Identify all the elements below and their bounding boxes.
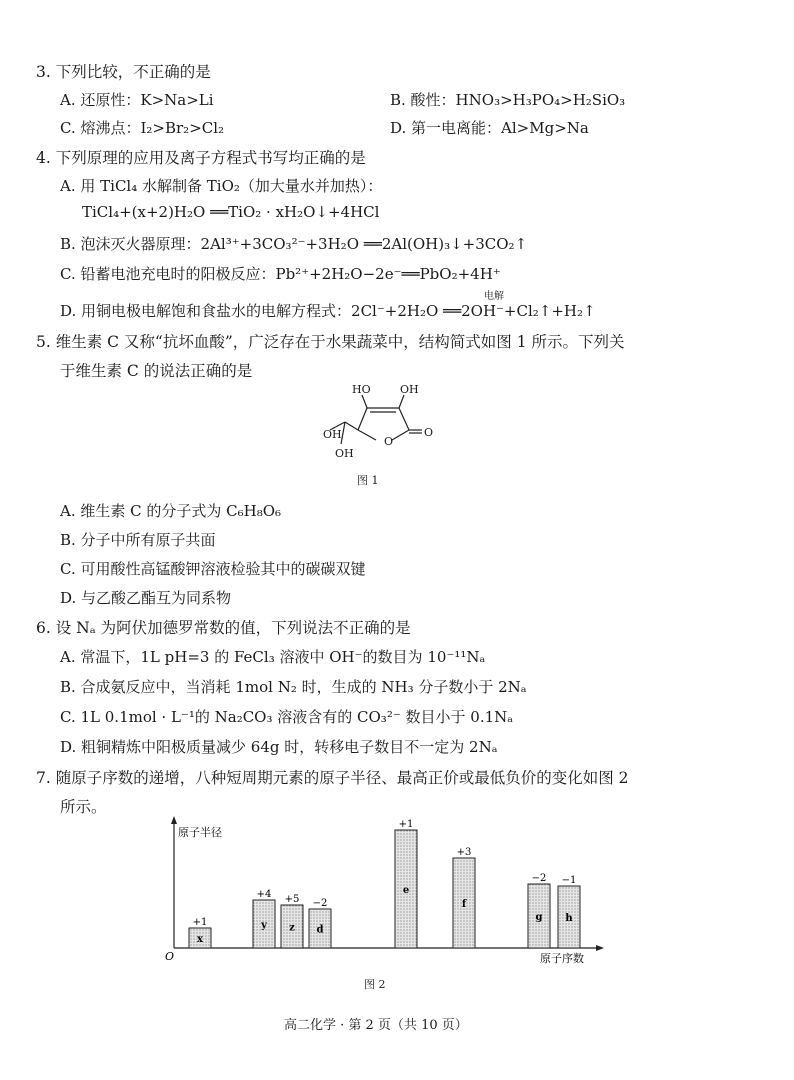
valence-label-f: +3 [456,847,472,858]
fig1-ho-label-1: HO [352,383,371,396]
q5-stem-line2: 于维生素 C 的说法正确的是 [60,362,253,380]
q5-option-b: B. 分子中所有原子共面 [60,531,216,549]
q3-option-a: A. 还原性：K>Na>Li [60,91,214,109]
page-footer: 高二化学 · 第 2 页（共 10 页） [284,1018,468,1033]
q7-stem-line2: 所示。 [60,798,107,816]
q3-option-d: D. 第一电离能：Al>Mg>Na [390,119,589,137]
q3-stem: 3. 下列比较，不正确的是 [36,63,211,81]
bar-label-x: x [197,934,203,945]
q4-option-d: D. 用铜电极电解饱和食盐水的电解方程式：2Cl⁻+2H₂O ══2OH⁻+Cl₂↑+H₂↑ [60,302,596,320]
fig1-oh-label-3: OH [335,447,354,460]
valence-label-y: +4 [256,889,272,900]
fig2-caption: 图 2 [364,978,386,991]
valence-label-d: −2 [312,898,328,909]
bar-label-y: y [261,920,267,931]
fig1-carbonyl-oxygen: O [424,426,434,439]
q3-option-b: B. 酸性：HNO₃>H₃PO₄>H₂SiO₃ [390,91,626,109]
q6-option-d: D. 粗铜精炼中阳极质量减少 64g 时，转移电子数目不一定为 2Nₐ [60,738,498,756]
bar-label-z: z [289,922,295,934]
origin-label: O [165,950,175,963]
valence-label-e: +1 [398,819,414,830]
bar-label-h: h [565,913,573,924]
q4-option-a: A. 用 TiCl₄ 水解制备 TiO₂（加大量水并加热）： [60,177,383,195]
fig1-ring-oxygen: O [384,435,394,448]
fig1-oh-label-2: OH [323,428,342,441]
x-axis-arrow [596,945,604,951]
valence-label-z: +5 [284,894,300,905]
q6-option-c: C. 1L 0.1mol · L⁻¹的 Na₂CO₃ 溶液含有的 CO₃²⁻ 数目小于 0.1Nₐ [60,708,514,726]
q3-option-c: C. 熔沸点：I₂>Br₂>Cl₂ [60,119,225,137]
y-axis-label: 原子半径 [178,826,222,839]
bar-label-e: e [402,885,410,896]
q7-stem-line1: 7. 随原子序数的递增，八种短周期元素的原子半径、最高正价或最低负价的变化如图 2 [36,769,629,787]
q4-option-c: C. 铅蓄电池充电时的阳极反应：Pb²⁺+2H₂O−2e⁻══PbO₂+4H⁺ [60,265,501,283]
q4-option-a-equation: TiCl₄+(x+2)H₂O ══TiO₂ · xH₂O↓+4HCl [82,203,380,221]
q4-electrolysis-condition: 电解 [484,291,504,302]
q6-option-a: A. 常温下，1L pH=3 的 FeCl₃ 溶液中 OH⁻的数目为 10⁻¹¹Nₐ [60,648,486,666]
bar-label-f: f [461,899,467,910]
y-axis-arrow [171,816,177,824]
valence-label-h: −1 [561,875,577,886]
atomic-radius-chart [160,812,620,972]
valence-label-g: −2 [531,873,547,884]
q5-option-d: D. 与乙酸乙酯互为同系物 [60,589,232,607]
q5-option-a: A. 维生素 C 的分子式为 C₆H₈O₆ [60,502,282,520]
x-axis-label: 原子序数 [540,952,584,965]
fig1-caption: 图 1 [357,474,379,487]
valence-label-x: +1 [192,917,208,928]
q6-stem: 6. 设 Nₐ 为阿伏加德罗常数的值，下列说法不正确的是 [36,619,411,637]
fig1-oh-label-1: OH [400,383,419,396]
bar-label-d: d [316,924,324,936]
q5-stem-line1: 5. 维生素 C 又称“抗坏血酸”，广泛存在于水果蔬菜中，结构简式如图 1 所示。下列关 [36,333,625,351]
vitamin-c-structure [310,378,460,470]
bar-label-g: g [535,912,543,923]
q4-stem: 4. 下列原理的应用及离子方程式书写均正确的是 [36,149,366,167]
q6-option-b: B. 合成氨反应中，当消耗 1mol N₂ 时，生成的 NH₃ 分子数小于 2Nₐ [60,678,527,696]
q4-option-b: B. 泡沫灭火器原理：2Al³⁺+3CO₃²⁻+3H₂O ══2Al(OH)₃↓+3CO₂↑ [60,235,528,253]
q5-option-c: C. 可用酸性高锰酸钾溶液检验其中的碳碳双键 [60,560,366,578]
